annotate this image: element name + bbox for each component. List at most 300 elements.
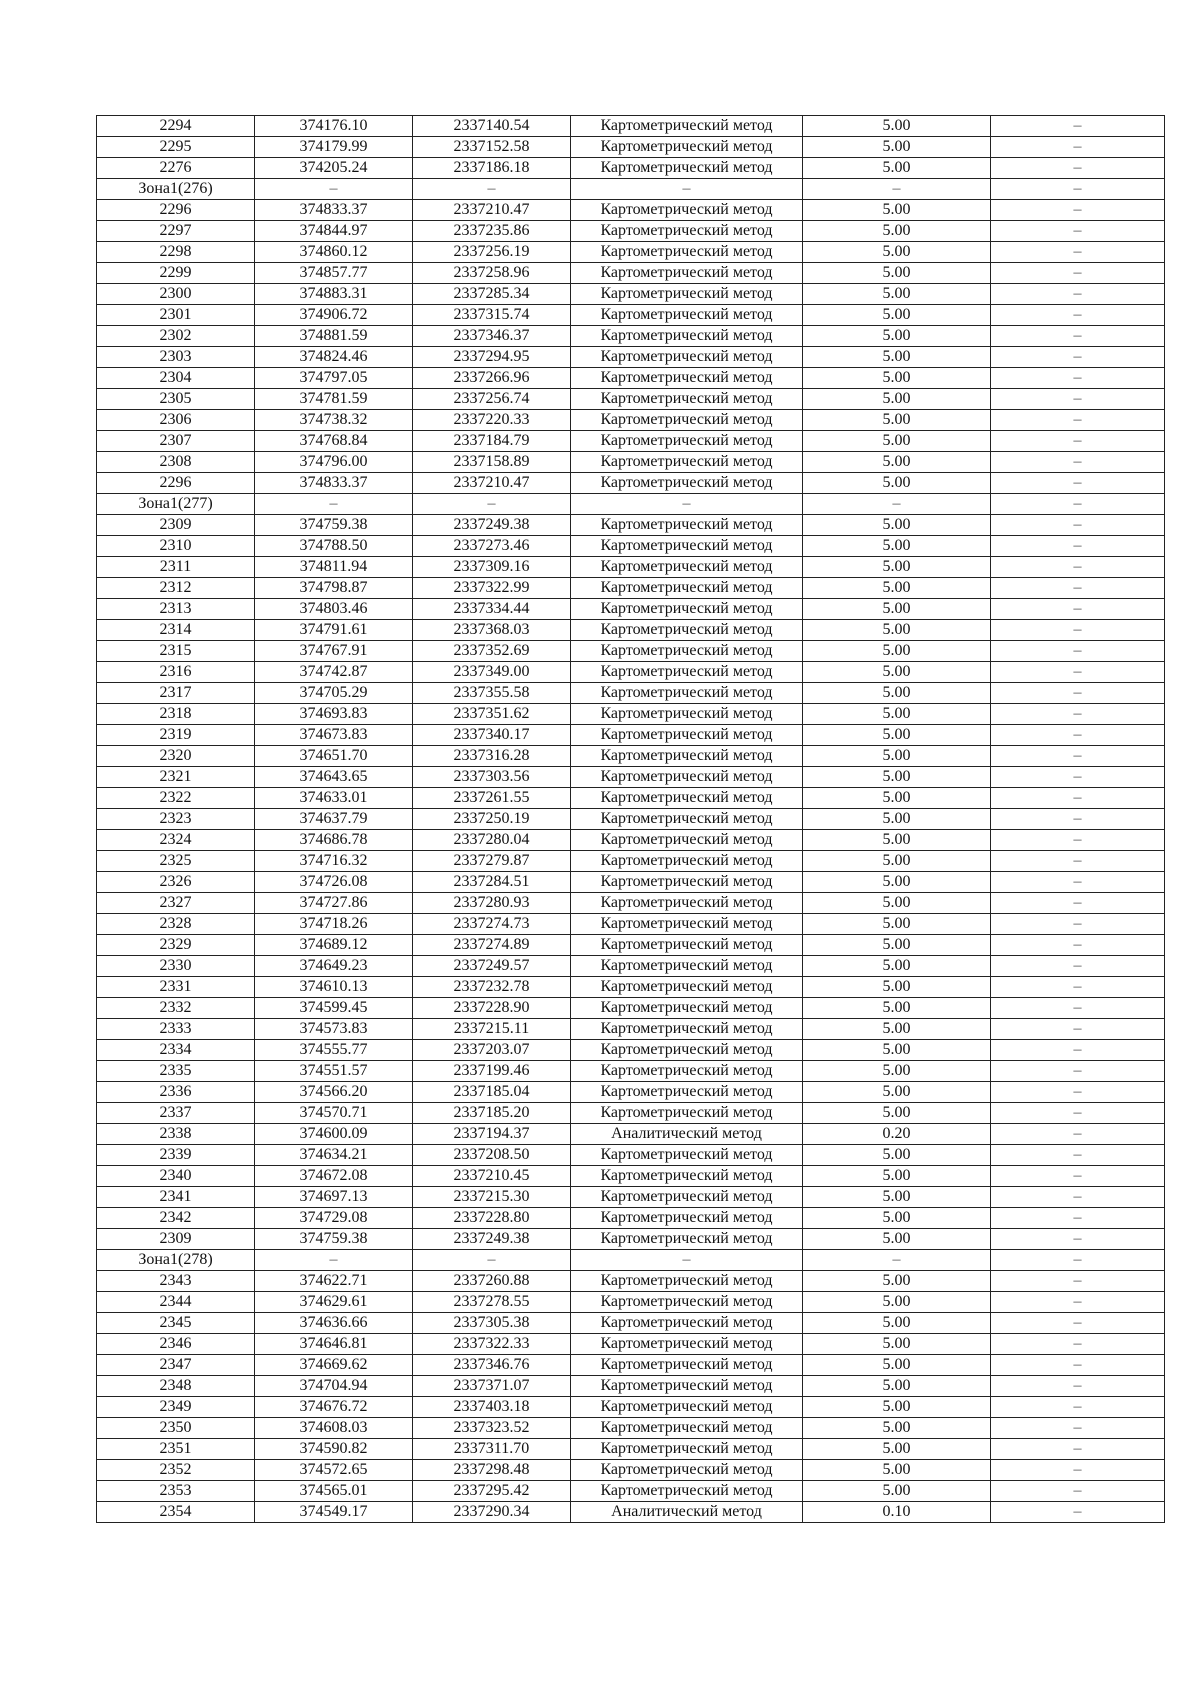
point-number-cell: 2321: [97, 767, 255, 788]
y-coordinate-cell: 2337352.69: [413, 641, 571, 662]
method-cell: Картометрический метод: [571, 893, 803, 914]
point-number-cell: 2324: [97, 830, 255, 851]
description-cell: –: [991, 1460, 1165, 1481]
table-row: [97, 410, 1165, 431]
accuracy-cell: –: [803, 1250, 991, 1271]
accuracy-cell: 5.00: [803, 452, 991, 473]
table-row: [97, 1061, 1165, 1082]
accuracy-cell: 5.00: [803, 557, 991, 578]
accuracy-cell: 5.00: [803, 515, 991, 536]
method-cell: Картометрический метод: [571, 1397, 803, 1418]
point-number-cell: 2296: [97, 473, 255, 494]
y-coordinate-cell: 2337215.30: [413, 1187, 571, 1208]
x-coordinate-cell: 374738.32: [255, 410, 413, 431]
description-cell: –: [991, 830, 1165, 851]
description-cell: –: [991, 1418, 1165, 1439]
table-row: [97, 578, 1165, 599]
method-cell: Картометрический метод: [571, 1481, 803, 1502]
accuracy-cell: 5.00: [803, 662, 991, 683]
point-number-cell: 2348: [97, 1376, 255, 1397]
method-cell: Картометрический метод: [571, 1460, 803, 1481]
y-coordinate-cell: 2337274.89: [413, 935, 571, 956]
method-cell: Картометрический метод: [571, 872, 803, 893]
method-cell: Картометрический метод: [571, 1103, 803, 1124]
description-cell: –: [991, 1208, 1165, 1229]
method-cell: Картометрический метод: [571, 263, 803, 284]
table-row: [97, 1376, 1165, 1397]
point-number-cell: 2305: [97, 389, 255, 410]
x-coordinate-cell: 374824.46: [255, 347, 413, 368]
point-number-cell: 2306: [97, 410, 255, 431]
y-coordinate-cell: 2337315.74: [413, 305, 571, 326]
method-cell: Картометрический метод: [571, 1418, 803, 1439]
table-row: [97, 158, 1165, 179]
method-cell: Картометрический метод: [571, 641, 803, 662]
method-cell: –: [571, 494, 803, 515]
accuracy-cell: 5.00: [803, 284, 991, 305]
point-number-cell: 2345: [97, 1313, 255, 1334]
accuracy-cell: 5.00: [803, 1229, 991, 1250]
accuracy-cell: 5.00: [803, 1355, 991, 1376]
y-coordinate-cell: 2337351.62: [413, 704, 571, 725]
y-coordinate-cell: 2337194.37: [413, 1124, 571, 1145]
y-coordinate-cell: 2337249.57: [413, 956, 571, 977]
x-coordinate-cell: 374643.65: [255, 767, 413, 788]
table-row: [97, 431, 1165, 452]
description-cell: –: [991, 473, 1165, 494]
accuracy-cell: 5.00: [803, 1439, 991, 1460]
x-coordinate-cell: 374566.20: [255, 1082, 413, 1103]
y-coordinate-cell: 2337346.76: [413, 1355, 571, 1376]
point-number-cell: 2332: [97, 998, 255, 1019]
table-row: [97, 515, 1165, 536]
accuracy-cell: 5.00: [803, 1019, 991, 1040]
description-cell: –: [991, 620, 1165, 641]
description-cell: –: [991, 998, 1165, 1019]
description-cell: –: [991, 872, 1165, 893]
method-cell: Картометрический метод: [571, 1082, 803, 1103]
accuracy-cell: 5.00: [803, 1187, 991, 1208]
x-coordinate-cell: 374179.99: [255, 137, 413, 158]
y-coordinate-cell: 2337349.00: [413, 662, 571, 683]
description-cell: –: [991, 1019, 1165, 1040]
accuracy-cell: 5.00: [803, 893, 991, 914]
point-number-cell: 2335: [97, 1061, 255, 1082]
description-cell: –: [991, 914, 1165, 935]
description-cell: –: [991, 326, 1165, 347]
table-row: [97, 683, 1165, 704]
y-coordinate-cell: 2337371.07: [413, 1376, 571, 1397]
table-row: [97, 284, 1165, 305]
x-coordinate-cell: 374883.31: [255, 284, 413, 305]
method-cell: Картометрический метод: [571, 557, 803, 578]
method-cell: Картометрический метод: [571, 1040, 803, 1061]
accuracy-cell: 5.00: [803, 998, 991, 1019]
table-row: [97, 1334, 1165, 1355]
table-row: [97, 368, 1165, 389]
x-coordinate-cell: 374716.32: [255, 851, 413, 872]
accuracy-cell: –: [803, 179, 991, 200]
description-cell: –: [991, 515, 1165, 536]
point-number-cell: 2331: [97, 977, 255, 998]
point-number-cell: 2329: [97, 935, 255, 956]
description-cell: –: [991, 1439, 1165, 1460]
description-cell: –: [991, 1166, 1165, 1187]
x-coordinate-cell: 374697.13: [255, 1187, 413, 1208]
table-row: [97, 347, 1165, 368]
y-coordinate-cell: 2337309.16: [413, 557, 571, 578]
accuracy-cell: 5.00: [803, 263, 991, 284]
x-coordinate-cell: 374906.72: [255, 305, 413, 326]
method-cell: Картометрический метод: [571, 347, 803, 368]
description-cell: –: [991, 368, 1165, 389]
x-coordinate-cell: 374781.59: [255, 389, 413, 410]
description-cell: –: [991, 641, 1165, 662]
method-cell: Картометрический метод: [571, 1187, 803, 1208]
accuracy-cell: 5.00: [803, 158, 991, 179]
accuracy-cell: 5.00: [803, 767, 991, 788]
point-number-cell: 2301: [97, 305, 255, 326]
x-coordinate-cell: 374572.65: [255, 1460, 413, 1481]
x-coordinate-cell: 374705.29: [255, 683, 413, 704]
description-cell: –: [991, 977, 1165, 998]
point-number-cell: Зона1(277): [97, 494, 255, 515]
table-row: [97, 305, 1165, 326]
x-coordinate-cell: 374633.01: [255, 788, 413, 809]
accuracy-cell: 5.00: [803, 746, 991, 767]
x-coordinate-cell: 374637.79: [255, 809, 413, 830]
method-cell: Картометрический метод: [571, 515, 803, 536]
point-number-cell: 2342: [97, 1208, 255, 1229]
x-coordinate-cell: 374599.45: [255, 998, 413, 1019]
x-coordinate-cell: 374791.61: [255, 620, 413, 641]
x-coordinate-cell: –: [255, 179, 413, 200]
method-cell: Картометрический метод: [571, 956, 803, 977]
description-cell: –: [991, 305, 1165, 326]
point-number-cell: 2322: [97, 788, 255, 809]
point-number-cell: 2312: [97, 578, 255, 599]
y-coordinate-cell: 2337258.96: [413, 263, 571, 284]
method-cell: Картометрический метод: [571, 116, 803, 137]
y-coordinate-cell: 2337185.20: [413, 1103, 571, 1124]
accuracy-cell: 5.00: [803, 683, 991, 704]
table-row: [97, 977, 1165, 998]
point-number-cell: 2344: [97, 1292, 255, 1313]
point-number-cell: 2315: [97, 641, 255, 662]
description-cell: –: [991, 893, 1165, 914]
y-coordinate-cell: 2337355.58: [413, 683, 571, 704]
x-coordinate-cell: 374649.23: [255, 956, 413, 977]
y-coordinate-cell: 2337256.74: [413, 389, 571, 410]
description-cell: –: [991, 788, 1165, 809]
x-coordinate-cell: 374600.09: [255, 1124, 413, 1145]
point-number-cell: 2307: [97, 431, 255, 452]
accuracy-cell: 5.00: [803, 599, 991, 620]
coordinates-table: [96, 115, 1165, 1523]
x-coordinate-cell: 374727.86: [255, 893, 413, 914]
description-cell: –: [991, 1313, 1165, 1334]
method-cell: Картометрический метод: [571, 389, 803, 410]
method-cell: Картометрический метод: [571, 998, 803, 1019]
point-number-cell: 2300: [97, 284, 255, 305]
point-number-cell: 2320: [97, 746, 255, 767]
accuracy-cell: 5.00: [803, 305, 991, 326]
x-coordinate-cell: 374634.21: [255, 1145, 413, 1166]
table-row: [97, 599, 1165, 620]
point-number-cell: 2351: [97, 1439, 255, 1460]
y-coordinate-cell: 2337311.70: [413, 1439, 571, 1460]
method-cell: Картометрический метод: [571, 1292, 803, 1313]
y-coordinate-cell: 2337158.89: [413, 452, 571, 473]
point-number-cell: 2302: [97, 326, 255, 347]
point-number-cell: 2325: [97, 851, 255, 872]
x-coordinate-cell: 374205.24: [255, 158, 413, 179]
x-coordinate-cell: 374676.72: [255, 1397, 413, 1418]
table-row: [97, 788, 1165, 809]
description-cell: –: [991, 452, 1165, 473]
table-row: [97, 1460, 1165, 1481]
description-cell: –: [991, 1250, 1165, 1271]
method-cell: Картометрический метод: [571, 1439, 803, 1460]
y-coordinate-cell: 2337152.58: [413, 137, 571, 158]
accuracy-cell: 5.00: [803, 1082, 991, 1103]
x-coordinate-cell: 374759.38: [255, 1229, 413, 1250]
y-coordinate-cell: 2337228.90: [413, 998, 571, 1019]
accuracy-cell: 5.00: [803, 137, 991, 158]
accuracy-cell: 5.00: [803, 1103, 991, 1124]
accuracy-cell: 0.20: [803, 1124, 991, 1145]
description-cell: –: [991, 137, 1165, 158]
accuracy-cell: 5.00: [803, 1061, 991, 1082]
table-row: [97, 851, 1165, 872]
accuracy-cell: 5.00: [803, 641, 991, 662]
y-coordinate-cell: –: [413, 179, 571, 200]
y-coordinate-cell: 2337284.51: [413, 872, 571, 893]
x-coordinate-cell: –: [255, 1250, 413, 1271]
description-cell: –: [991, 704, 1165, 725]
x-coordinate-cell: 374857.77: [255, 263, 413, 284]
x-coordinate-cell: 374833.37: [255, 473, 413, 494]
description-cell: –: [991, 242, 1165, 263]
table-row: [97, 557, 1165, 578]
x-coordinate-cell: 374693.83: [255, 704, 413, 725]
description-cell: –: [991, 221, 1165, 242]
x-coordinate-cell: 374718.26: [255, 914, 413, 935]
method-cell: Картометрический метод: [571, 599, 803, 620]
description-cell: –: [991, 1397, 1165, 1418]
y-coordinate-cell: 2337273.46: [413, 536, 571, 557]
y-coordinate-cell: 2337199.46: [413, 1061, 571, 1082]
table-row: [97, 1124, 1165, 1145]
x-coordinate-cell: 374881.59: [255, 326, 413, 347]
point-number-cell: 2303: [97, 347, 255, 368]
accuracy-cell: 5.00: [803, 1460, 991, 1481]
y-coordinate-cell: 2337294.95: [413, 347, 571, 368]
y-coordinate-cell: 2337210.47: [413, 473, 571, 494]
accuracy-cell: 5.00: [803, 704, 991, 725]
accuracy-cell: 5.00: [803, 368, 991, 389]
accuracy-cell: 5.00: [803, 242, 991, 263]
method-cell: –: [571, 1250, 803, 1271]
point-number-cell: 2294: [97, 116, 255, 137]
y-coordinate-cell: 2337203.07: [413, 1040, 571, 1061]
method-cell: Картометрический метод: [571, 704, 803, 725]
table-row: [97, 641, 1165, 662]
accuracy-cell: 5.00: [803, 1376, 991, 1397]
y-coordinate-cell: 2337316.28: [413, 746, 571, 767]
method-cell: Картометрический метод: [571, 1208, 803, 1229]
y-coordinate-cell: 2337322.99: [413, 578, 571, 599]
table-row: [97, 1250, 1165, 1271]
table-row: [97, 830, 1165, 851]
description-cell: –: [991, 746, 1165, 767]
method-cell: Картометрический метод: [571, 410, 803, 431]
table-row: [97, 620, 1165, 641]
method-cell: –: [571, 179, 803, 200]
x-coordinate-cell: 374590.82: [255, 1439, 413, 1460]
y-coordinate-cell: 2337249.38: [413, 1229, 571, 1250]
method-cell: Картометрический метод: [571, 767, 803, 788]
description-cell: –: [991, 179, 1165, 200]
table-row: [97, 1019, 1165, 1040]
accuracy-cell: 5.00: [803, 326, 991, 347]
method-cell: Картометрический метод: [571, 1355, 803, 1376]
accuracy-cell: 0.10: [803, 1502, 991, 1523]
y-coordinate-cell: 2337215.11: [413, 1019, 571, 1040]
table-row: [97, 137, 1165, 158]
description-cell: –: [991, 1481, 1165, 1502]
y-coordinate-cell: 2337368.03: [413, 620, 571, 641]
x-coordinate-cell: 374573.83: [255, 1019, 413, 1040]
x-coordinate-cell: 374622.71: [255, 1271, 413, 1292]
method-cell: Картометрический метод: [571, 830, 803, 851]
table-row: [97, 326, 1165, 347]
point-number-cell: 2309: [97, 1229, 255, 1250]
point-number-cell: Зона1(278): [97, 1250, 255, 1271]
y-coordinate-cell: 2337235.86: [413, 221, 571, 242]
accuracy-cell: 5.00: [803, 977, 991, 998]
method-cell: Картометрический метод: [571, 977, 803, 998]
description-cell: –: [991, 1187, 1165, 1208]
x-coordinate-cell: 374610.13: [255, 977, 413, 998]
accuracy-cell: 5.00: [803, 914, 991, 935]
point-number-cell: 2349: [97, 1397, 255, 1418]
y-coordinate-cell: 2337280.04: [413, 830, 571, 851]
table-row: [97, 536, 1165, 557]
description-cell: –: [991, 1334, 1165, 1355]
description-cell: –: [991, 1082, 1165, 1103]
x-coordinate-cell: 374669.62: [255, 1355, 413, 1376]
accuracy-cell: 5.00: [803, 473, 991, 494]
table-row: [97, 725, 1165, 746]
method-cell: Картометрический метод: [571, 305, 803, 326]
description-cell: –: [991, 1061, 1165, 1082]
y-coordinate-cell: 2337278.55: [413, 1292, 571, 1313]
table-row: [97, 998, 1165, 1019]
point-number-cell: 2333: [97, 1019, 255, 1040]
table-row: [97, 872, 1165, 893]
y-coordinate-cell: –: [413, 494, 571, 515]
method-cell: Картометрический метод: [571, 242, 803, 263]
point-number-cell: 2334: [97, 1040, 255, 1061]
x-coordinate-cell: 374704.94: [255, 1376, 413, 1397]
table-row: [97, 1103, 1165, 1124]
description-cell: –: [991, 1292, 1165, 1313]
x-coordinate-cell: 374555.77: [255, 1040, 413, 1061]
accuracy-cell: 5.00: [803, 956, 991, 977]
point-number-cell: 2311: [97, 557, 255, 578]
y-coordinate-cell: 2337298.48: [413, 1460, 571, 1481]
x-coordinate-cell: 374176.10: [255, 116, 413, 137]
table-row: [97, 200, 1165, 221]
y-coordinate-cell: 2337249.38: [413, 515, 571, 536]
x-coordinate-cell: 374860.12: [255, 242, 413, 263]
y-coordinate-cell: 2337334.44: [413, 599, 571, 620]
point-number-cell: Зона1(276): [97, 179, 255, 200]
point-number-cell: 2296: [97, 200, 255, 221]
table-row: [97, 1271, 1165, 1292]
point-number-cell: 2328: [97, 914, 255, 935]
accuracy-cell: 5.00: [803, 221, 991, 242]
x-coordinate-cell: 374570.71: [255, 1103, 413, 1124]
point-number-cell: 2353: [97, 1481, 255, 1502]
method-cell: Аналитический метод: [571, 1124, 803, 1145]
y-coordinate-cell: 2337266.96: [413, 368, 571, 389]
point-number-cell: 2339: [97, 1145, 255, 1166]
accuracy-cell: 5.00: [803, 809, 991, 830]
method-cell: Картометрический метод: [571, 368, 803, 389]
x-coordinate-cell: 374549.17: [255, 1502, 413, 1523]
method-cell: Картометрический метод: [571, 452, 803, 473]
description-cell: –: [991, 1271, 1165, 1292]
accuracy-cell: 5.00: [803, 1313, 991, 1334]
method-cell: Картометрический метод: [571, 746, 803, 767]
table-row: [97, 389, 1165, 410]
table-row: [97, 1397, 1165, 1418]
method-cell: Картометрический метод: [571, 1229, 803, 1250]
method-cell: Картометрический метод: [571, 137, 803, 158]
description-cell: –: [991, 1103, 1165, 1124]
method-cell: Картометрический метод: [571, 914, 803, 935]
point-number-cell: 2336: [97, 1082, 255, 1103]
point-number-cell: 2323: [97, 809, 255, 830]
x-coordinate-cell: 374797.05: [255, 368, 413, 389]
description-cell: –: [991, 851, 1165, 872]
table-row: [97, 1355, 1165, 1376]
description-cell: –: [991, 200, 1165, 221]
point-number-cell: 2316: [97, 662, 255, 683]
description-cell: –: [991, 725, 1165, 746]
table-row: [97, 662, 1165, 683]
y-coordinate-cell: 2337228.80: [413, 1208, 571, 1229]
description-cell: –: [991, 347, 1165, 368]
point-number-cell: 2330: [97, 956, 255, 977]
point-number-cell: 2327: [97, 893, 255, 914]
point-number-cell: 2299: [97, 263, 255, 284]
y-coordinate-cell: 2337340.17: [413, 725, 571, 746]
x-coordinate-cell: 374608.03: [255, 1418, 413, 1439]
accuracy-cell: 5.00: [803, 431, 991, 452]
y-coordinate-cell: 2337210.45: [413, 1166, 571, 1187]
table-row: [97, 452, 1165, 473]
point-number-cell: 2298: [97, 242, 255, 263]
x-coordinate-cell: 374803.46: [255, 599, 413, 620]
y-coordinate-cell: 2337185.04: [413, 1082, 571, 1103]
description-cell: –: [991, 1145, 1165, 1166]
table-row: [97, 1502, 1165, 1523]
method-cell: Аналитический метод: [571, 1502, 803, 1523]
accuracy-cell: 5.00: [803, 851, 991, 872]
